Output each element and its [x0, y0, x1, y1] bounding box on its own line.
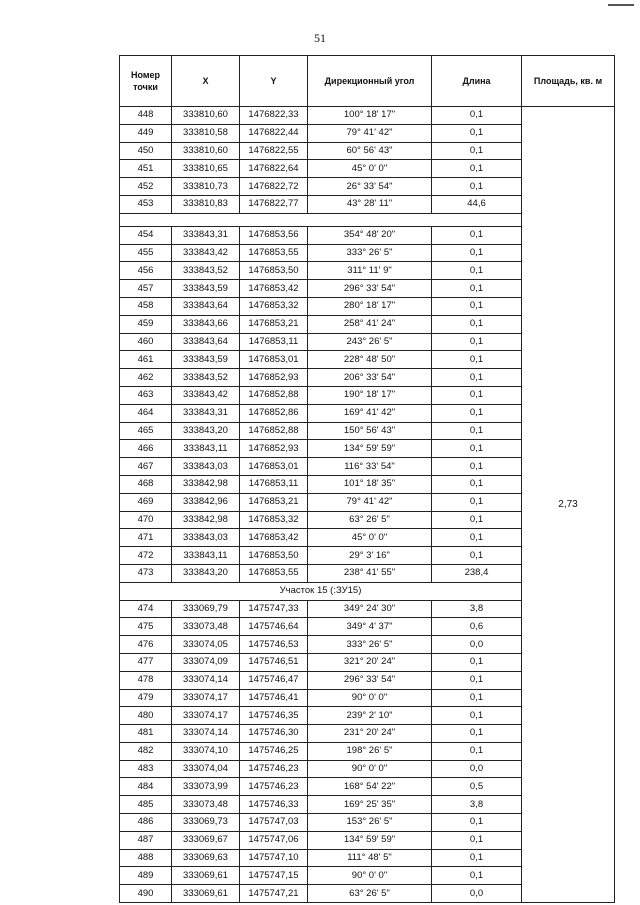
x-coordinate: 333074,17 [172, 689, 240, 707]
point-number: 475 [120, 618, 172, 636]
direction-angle: 26° 33' 54" [308, 178, 432, 196]
length: 0,0 [432, 636, 522, 654]
y-coordinate: 1476853,42 [240, 280, 308, 298]
point-number: 471 [120, 529, 172, 547]
length: 0,1 [432, 458, 522, 476]
length: 0,1 [432, 280, 522, 298]
direction-angle: 296° 33' 54" [308, 671, 432, 689]
point-number: 465 [120, 422, 172, 440]
x-coordinate: 333073,48 [172, 618, 240, 636]
length: 0,1 [432, 689, 522, 707]
point-number: 449 [120, 124, 172, 142]
direction-angle: 111° 48' 5" [308, 849, 432, 867]
length: 0,1 [432, 440, 522, 458]
point-number: 453 [120, 195, 172, 213]
point-number: 458 [120, 297, 172, 315]
point-number: 472 [120, 547, 172, 565]
length: 0,1 [432, 511, 522, 529]
point-number: 477 [120, 653, 172, 671]
y-coordinate: 1475747,06 [240, 831, 308, 849]
direction-angle: 198° 26' 5" [308, 742, 432, 760]
y-coordinate: 1476852,88 [240, 422, 308, 440]
x-coordinate: 333843,11 [172, 547, 240, 565]
y-coordinate: 1476852,93 [240, 369, 308, 387]
direction-angle: 90° 0' 0" [308, 867, 432, 885]
length: 0,1 [432, 742, 522, 760]
direction-angle: 349° 4' 37" [308, 618, 432, 636]
point-number: 486 [120, 814, 172, 832]
direction-angle: 153° 26' 5" [308, 814, 432, 832]
direction-angle: 63° 26' 5" [308, 511, 432, 529]
point-number: 460 [120, 333, 172, 351]
direction-angle: 349° 24' 30" [308, 600, 432, 618]
point-number: 456 [120, 262, 172, 280]
x-coordinate: 333843,52 [172, 369, 240, 387]
direction-angle: 258° 41' 24" [308, 315, 432, 333]
table-body [120, 107, 615, 903]
y-coordinate: 1475746,25 [240, 742, 308, 760]
header-x: X [172, 56, 240, 107]
header-area: Площадь, кв. м [522, 56, 615, 107]
y-coordinate: 1476822,33 [240, 107, 308, 125]
point-number: 462 [120, 369, 172, 387]
coordinates-table [119, 55, 615, 903]
point-number: 490 [120, 885, 172, 903]
x-coordinate: 333843,03 [172, 458, 240, 476]
point-number: 448 [120, 107, 172, 125]
y-coordinate: 1476853,50 [240, 547, 308, 565]
length: 0,0 [432, 885, 522, 903]
direction-angle: 190° 18' 17" [308, 386, 432, 404]
y-coordinate: 1475747,15 [240, 867, 308, 885]
point-number: 457 [120, 280, 172, 298]
direction-angle: 79° 41' 42" [308, 493, 432, 511]
y-coordinate: 1475747,03 [240, 814, 308, 832]
x-coordinate: 333069,79 [172, 600, 240, 618]
point-number: 470 [120, 511, 172, 529]
point-number: 484 [120, 778, 172, 796]
area-value: 2,73 [522, 107, 615, 903]
header-angle: Дирекционный угол [308, 56, 432, 107]
point-number: 459 [120, 315, 172, 333]
point-number: 450 [120, 142, 172, 160]
point-number: 461 [120, 351, 172, 369]
header-y: Y [240, 56, 308, 107]
length: 3,8 [432, 796, 522, 814]
x-coordinate: 333843,31 [172, 404, 240, 422]
length: 0,1 [432, 226, 522, 244]
length: 0,1 [432, 867, 522, 885]
length: 0,0 [432, 760, 522, 778]
direction-angle: 101° 18' 35" [308, 475, 432, 493]
y-coordinate: 1476853,55 [240, 244, 308, 262]
direction-angle: 90° 0' 0" [308, 689, 432, 707]
x-coordinate: 333843,03 [172, 529, 240, 547]
section-title: Участок 15 (:ЗУ15) [120, 582, 522, 600]
direction-angle: 321° 20' 24" [308, 653, 432, 671]
length: 0,1 [432, 707, 522, 725]
point-number: 479 [120, 689, 172, 707]
y-coordinate: 1475746,30 [240, 725, 308, 743]
length: 0,1 [432, 529, 522, 547]
x-coordinate: 333069,67 [172, 831, 240, 849]
y-coordinate: 1476822,72 [240, 178, 308, 196]
length: 0,1 [432, 475, 522, 493]
x-coordinate: 333073,99 [172, 778, 240, 796]
x-coordinate: 333842,98 [172, 475, 240, 493]
point-number: 489 [120, 867, 172, 885]
point-number: 483 [120, 760, 172, 778]
direction-angle: 169° 25' 35" [308, 796, 432, 814]
point-number: 481 [120, 725, 172, 743]
direction-angle: 134° 59' 59" [308, 831, 432, 849]
x-coordinate: 333843,20 [172, 564, 240, 582]
length: 0,5 [432, 778, 522, 796]
point-number: 463 [120, 386, 172, 404]
direction-angle: 280° 18' 17" [308, 297, 432, 315]
x-coordinate: 333073,48 [172, 796, 240, 814]
length: 0,1 [432, 178, 522, 196]
direction-angle: 43° 28' 11" [308, 195, 432, 213]
x-coordinate: 333810,65 [172, 160, 240, 178]
length: 0,1 [432, 351, 522, 369]
x-coordinate: 333843,64 [172, 333, 240, 351]
direction-angle: 243° 26' 5" [308, 333, 432, 351]
point-number: 480 [120, 707, 172, 725]
y-coordinate: 1475746,51 [240, 653, 308, 671]
x-coordinate: 333074,09 [172, 653, 240, 671]
length: 0,1 [432, 547, 522, 565]
point-number: 478 [120, 671, 172, 689]
x-coordinate: 333843,59 [172, 351, 240, 369]
y-coordinate: 1476853,21 [240, 493, 308, 511]
x-coordinate: 333843,66 [172, 315, 240, 333]
length: 0,1 [432, 369, 522, 387]
length: 0,1 [432, 849, 522, 867]
x-coordinate: 333843,52 [172, 262, 240, 280]
y-coordinate: 1476853,50 [240, 262, 308, 280]
y-coordinate: 1476822,64 [240, 160, 308, 178]
point-number: 467 [120, 458, 172, 476]
blank-cell [120, 213, 522, 226]
y-coordinate: 1475747,33 [240, 600, 308, 618]
x-coordinate: 333810,73 [172, 178, 240, 196]
length: 0,1 [432, 831, 522, 849]
x-coordinate: 333842,98 [172, 511, 240, 529]
x-coordinate: 333843,59 [172, 280, 240, 298]
x-coordinate: 333074,10 [172, 742, 240, 760]
y-coordinate: 1475747,21 [240, 885, 308, 903]
direction-angle: 90° 0' 0" [308, 760, 432, 778]
y-coordinate: 1475747,10 [240, 849, 308, 867]
y-coordinate: 1476853,01 [240, 351, 308, 369]
x-coordinate: 333074,14 [172, 725, 240, 743]
y-coordinate: 1476852,88 [240, 386, 308, 404]
length: 238,4 [432, 564, 522, 582]
point-number: 488 [120, 849, 172, 867]
length: 0,1 [432, 671, 522, 689]
point-number: 474 [120, 600, 172, 618]
point-number: 482 [120, 742, 172, 760]
y-coordinate: 1475746,23 [240, 760, 308, 778]
x-coordinate: 333810,60 [172, 107, 240, 125]
x-coordinate: 333069,73 [172, 814, 240, 832]
direction-angle: 354° 48' 20" [308, 226, 432, 244]
direction-angle: 206° 33' 54" [308, 369, 432, 387]
length: 0,1 [432, 160, 522, 178]
length: 0,1 [432, 493, 522, 511]
point-number: 466 [120, 440, 172, 458]
y-coordinate: 1476853,21 [240, 315, 308, 333]
direction-angle: 333° 26' 5" [308, 636, 432, 654]
y-coordinate: 1475746,23 [240, 778, 308, 796]
header-row [120, 56, 615, 107]
y-coordinate: 1476822,55 [240, 142, 308, 160]
point-number: 454 [120, 226, 172, 244]
length: 0,1 [432, 333, 522, 351]
length: 0,6 [432, 618, 522, 636]
point-number: 452 [120, 178, 172, 196]
direction-angle: 116° 33' 54" [308, 458, 432, 476]
point-number: 476 [120, 636, 172, 654]
x-coordinate: 333074,17 [172, 707, 240, 725]
y-coordinate: 1475746,64 [240, 618, 308, 636]
header-point: Номер точки [120, 56, 172, 107]
x-coordinate: 333069,61 [172, 885, 240, 903]
point-number: 485 [120, 796, 172, 814]
x-coordinate: 333842,96 [172, 493, 240, 511]
x-coordinate: 333074,04 [172, 760, 240, 778]
y-coordinate: 1475746,53 [240, 636, 308, 654]
y-coordinate: 1475746,41 [240, 689, 308, 707]
y-coordinate: 1476852,93 [240, 440, 308, 458]
point-number: 464 [120, 404, 172, 422]
length: 0,1 [432, 404, 522, 422]
direction-angle: 311° 11' 9" [308, 262, 432, 280]
table-row [120, 107, 615, 125]
direction-angle: 231° 20' 24" [308, 725, 432, 743]
x-coordinate: 333843,64 [172, 297, 240, 315]
length: 0,1 [432, 422, 522, 440]
direction-angle: 45° 0' 0" [308, 529, 432, 547]
y-coordinate: 1476852,86 [240, 404, 308, 422]
x-coordinate: 333069,61 [172, 867, 240, 885]
x-coordinate: 333843,42 [172, 386, 240, 404]
x-coordinate: 333069,63 [172, 849, 240, 867]
y-coordinate: 1476853,32 [240, 297, 308, 315]
length: 44,6 [432, 195, 522, 213]
y-coordinate: 1476822,77 [240, 195, 308, 213]
direction-angle: 63° 26' 5" [308, 885, 432, 903]
length: 0,1 [432, 124, 522, 142]
length: 3,8 [432, 600, 522, 618]
direction-angle: 100° 18' 17" [308, 107, 432, 125]
length: 0,1 [432, 142, 522, 160]
direction-angle: 29° 3' 16" [308, 547, 432, 565]
point-number: 451 [120, 160, 172, 178]
point-number: 469 [120, 493, 172, 511]
length: 0,1 [432, 814, 522, 832]
y-coordinate: 1475746,33 [240, 796, 308, 814]
y-coordinate: 1475746,35 [240, 707, 308, 725]
length: 0,1 [432, 262, 522, 280]
length: 0,1 [432, 386, 522, 404]
y-coordinate: 1476853,55 [240, 564, 308, 582]
direction-angle: 168° 54' 22" [308, 778, 432, 796]
x-coordinate: 333843,11 [172, 440, 240, 458]
x-coordinate: 333843,20 [172, 422, 240, 440]
direction-angle: 228° 48' 50" [308, 351, 432, 369]
header-length: Длина [432, 56, 522, 107]
y-coordinate: 1476853,11 [240, 475, 308, 493]
length: 0,1 [432, 297, 522, 315]
direction-angle: 150° 56' 43" [308, 422, 432, 440]
corner-mark [608, 4, 634, 6]
page-number: 51 [314, 31, 326, 45]
direction-angle: 239° 2' 10" [308, 707, 432, 725]
x-coordinate: 333810,83 [172, 195, 240, 213]
y-coordinate: 1475746,47 [240, 671, 308, 689]
length: 0,1 [432, 315, 522, 333]
length: 0,1 [432, 725, 522, 743]
length: 0,1 [432, 107, 522, 125]
y-coordinate: 1476853,42 [240, 529, 308, 547]
x-coordinate: 333843,31 [172, 226, 240, 244]
direction-angle: 333° 26' 5" [308, 244, 432, 262]
point-number: 473 [120, 564, 172, 582]
direction-angle: 79° 41' 42" [308, 124, 432, 142]
x-coordinate: 333843,42 [172, 244, 240, 262]
x-coordinate: 333810,58 [172, 124, 240, 142]
direction-angle: 296° 33' 54" [308, 280, 432, 298]
x-coordinate: 333074,05 [172, 636, 240, 654]
y-coordinate: 1476853,01 [240, 458, 308, 476]
direction-angle: 134° 59' 59" [308, 440, 432, 458]
length: 0,1 [432, 244, 522, 262]
y-coordinate: 1476853,32 [240, 511, 308, 529]
point-number: 487 [120, 831, 172, 849]
direction-angle: 238° 41' 55" [308, 564, 432, 582]
point-number: 455 [120, 244, 172, 262]
y-coordinate: 1476822,44 [240, 124, 308, 142]
direction-angle: 45° 0' 0" [308, 160, 432, 178]
direction-angle: 169° 41' 42" [308, 404, 432, 422]
y-coordinate: 1476853,11 [240, 333, 308, 351]
x-coordinate: 333074,14 [172, 671, 240, 689]
direction-angle: 60° 56' 43" [308, 142, 432, 160]
y-coordinate: 1476853,56 [240, 226, 308, 244]
length: 0,1 [432, 653, 522, 671]
point-number: 468 [120, 475, 172, 493]
x-coordinate: 333810,60 [172, 142, 240, 160]
